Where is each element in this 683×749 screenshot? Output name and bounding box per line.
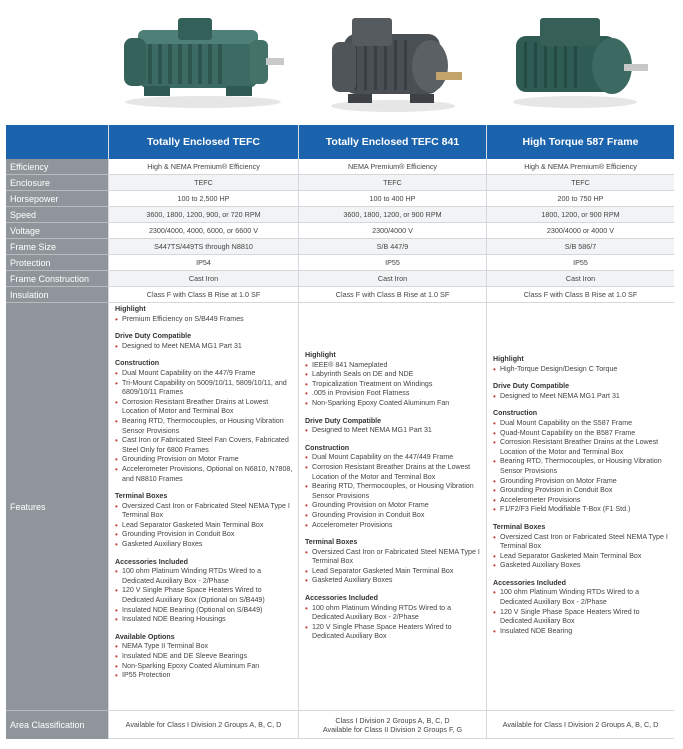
- row-label: Frame Construction: [6, 271, 108, 287]
- feature-section-title: Construction: [305, 443, 350, 452]
- feature-section-title: Highlight: [115, 305, 146, 313]
- row-label: Speed: [6, 207, 108, 223]
- feature-item: • Lead Separator Gasketed Main Terminal Box: [305, 567, 482, 577]
- feature-section-title: Available Options: [115, 632, 175, 641]
- feature-item: • IEEE® 841 Nameplated: [305, 361, 482, 371]
- feature-item: • Grounding Provision on Motor Frame: [493, 477, 670, 487]
- feature-item: • Accelerometer Provisions: [305, 521, 482, 531]
- spec-cell: S/B 586/7: [486, 239, 674, 255]
- spec-cell: 3600, 1800, 1200, or 900 RPM: [298, 207, 486, 223]
- feature-item: • 100 ohm Platinum Winding RTDs Wired to a Dedicated Auxiliary Box - 2/Phase: [305, 604, 482, 623]
- feature-item: • Corrosion Resistant Breather Drains at Lowest Location of Motor and Terminal Box: [115, 398, 294, 417]
- feature-list: [493, 392, 670, 402]
- feature-item: • Grounding Provision on Motor Frame: [115, 455, 294, 465]
- feature-item: • Quad-Mount Capability on the B587 Frame: [493, 429, 670, 439]
- area-classification-tefc-841: [298, 711, 486, 739]
- spec-cell: TEFC: [486, 175, 674, 191]
- feature-item: • Accelerometer Provisions: [493, 496, 670, 506]
- feature-list: [493, 533, 670, 571]
- features-tefc: [108, 303, 298, 711]
- feature-section-title: Terminal Boxes: [493, 522, 546, 531]
- feature-list: [115, 342, 294, 352]
- features-587: [486, 303, 674, 711]
- feature-item: • Oversized Cast Iron or Fabricated Steel NEMA Type I Terminal Box: [305, 548, 482, 567]
- feature-item: • 120 V Single Phase Space Heaters Wired to Dedicated Auxiliary Box: [305, 623, 482, 642]
- area-classification-587: [486, 711, 674, 739]
- feature-item: • Corrosion Resistant Breather Drains at the Lowest Location of the Motor and Terminal Box: [305, 463, 482, 482]
- feature-list: [115, 642, 294, 680]
- feature-item: • Accelerometer Provisions, Optional on N6810, N7808, and N8810 Frames: [115, 465, 294, 484]
- spec-cell: 2300/4000 V: [298, 223, 486, 239]
- feature-section-title: Drive Duty Compatible: [305, 416, 382, 425]
- feature-item: • NEMA Type II Terminal Box: [115, 642, 294, 652]
- feature-item: • Insulated NDE and DE Sleeve Bearings: [115, 652, 294, 662]
- feature-item: • Grounding Provision in Conduit Box: [115, 530, 294, 540]
- column-header-tefc: Totally Enclosed TEFC: [108, 125, 298, 159]
- feature-item: • High-Torque Design/Design C Torque: [493, 365, 670, 375]
- column-header-587: High Torque 587 Frame: [486, 125, 674, 159]
- area-line: Available for Class II Division 2 Groups F, G: [322, 724, 463, 734]
- spec-cell: Cast Iron: [108, 271, 298, 287]
- feature-item: • Insulated NDE Bearing (Optional on S/B449): [115, 606, 294, 616]
- spec-cell: TEFC: [298, 175, 486, 191]
- feature-section-title: Terminal Boxes: [305, 538, 358, 547]
- feature-section-title: Drive Duty Compatible: [115, 332, 192, 341]
- column-header-tefc-841: Totally Enclosed TEFC 841: [298, 125, 486, 159]
- feature-item: • Non-Sparking Epoxy Coated Aluminum Fan: [305, 399, 482, 409]
- feature-section-title: Accessories Included: [115, 557, 188, 566]
- spec-cell: 100 to 2,500 HP: [108, 191, 298, 207]
- feature-section-title: Accessories Included: [493, 578, 566, 587]
- area-classification-tefc: [108, 711, 298, 739]
- feature-list: [305, 453, 482, 530]
- row-label: Frame Size: [6, 239, 108, 255]
- feature-item: • IP55 Protection: [115, 671, 294, 681]
- motor-images: [0, 0, 683, 120]
- feature-item: • Oversized Cast Iron or Fabricated Steel NEMA Type I Terminal Box: [493, 533, 670, 552]
- feature-list: [305, 548, 482, 586]
- area-line: Available for Class I Division 2 Groups A, B, C, D: [502, 720, 659, 729]
- feature-section-title: Construction: [115, 359, 160, 368]
- spec-cell: 100 to 400 HP: [298, 191, 486, 207]
- spec-cell: High & NEMA Premium® Efficiency: [108, 159, 298, 175]
- feature-item: • Grounding Provision in Conduit Box: [493, 486, 670, 496]
- feature-item: • 100 ohm Platinum Winding RTDs Wired to a Dedicated Auxiliary Box - 2/Phase: [115, 567, 294, 586]
- feature-item: • Corrosion Resistant Breather Drains at the Lowest Location of the Motor and Terminal Box: [493, 438, 670, 457]
- spec-cell: Class F with Class B Rise at 1.0 SF: [108, 287, 298, 303]
- spec-cell: IP54: [108, 255, 298, 271]
- row-label-features: Features: [6, 303, 108, 711]
- feature-item: • .005 in Provision Foot Flatness: [305, 389, 482, 399]
- feature-item: • Non-Sparking Epoxy Coated Aluminum Fan: [115, 662, 294, 672]
- spec-cell: 2300/4000 or 4000 V: [486, 223, 674, 239]
- feature-section-title: Accessories Included: [305, 594, 378, 603]
- feature-item: • Oversized Cast Iron or Fabricated Steel NEMA Type I Terminal Box: [115, 502, 294, 521]
- feature-item: • Gasketed Auxiliary Boxes: [493, 561, 670, 571]
- feature-section-title: Highlight: [493, 355, 524, 363]
- motor-image-tefc-841: [318, 8, 468, 114]
- row-label: Voltage: [6, 223, 108, 239]
- feature-item: • Cast Iron or Fabricated Steel Fan Covers, Fabricated Steel Only for 6800 Frames: [115, 436, 294, 455]
- motor-image-tefc: [118, 10, 288, 110]
- feature-item: • Lead Separator Gasketed Main Terminal Box: [493, 552, 670, 562]
- feature-item: • Gasketed Auxiliary Boxes: [115, 540, 294, 550]
- feature-item: • Dual Mount Capability on the 447/449 Frame: [305, 453, 482, 463]
- feature-item: • Labyrinth Seals on DE and NDE: [305, 370, 482, 380]
- feature-item: • Tri-Mount Capability on 5009/10/11, 5809/10/11, and 6809/10/11 Frames: [115, 379, 294, 398]
- feature-section-title: Highlight: [305, 351, 336, 359]
- feature-list: [115, 567, 294, 625]
- features-tefc-841: [298, 303, 486, 711]
- row-label: Protection: [6, 255, 108, 271]
- feature-list: [115, 502, 294, 550]
- row-label: Efficiency: [6, 159, 108, 175]
- spec-cell: NEMA Premium® Efficiency: [298, 159, 486, 175]
- header-corner: [6, 125, 108, 159]
- spec-cell: Class F with Class B Rise at 1.0 SF: [298, 287, 486, 303]
- spec-table: [6, 125, 674, 739]
- spec-cell: High & NEMA Premium® Efficiency: [486, 159, 674, 175]
- spec-cell: S/B 447/9: [298, 239, 486, 255]
- feature-item: • Bearing RTD, Thermocouples, or Housing Vibration Sensor Provisions: [305, 482, 482, 501]
- area-line: Class I Division 2 Groups A, B, C, D: [335, 715, 450, 725]
- feature-item: • Premium Efficiency on S/B449 Frames: [115, 315, 294, 325]
- feature-list: [493, 588, 670, 636]
- feature-item: • Grounding Provision on Motor Frame: [305, 501, 482, 511]
- feature-list: [305, 361, 482, 409]
- feature-item: • Lead Separator Gasketed Main Terminal Box: [115, 521, 294, 531]
- spec-cell: Cast Iron: [486, 271, 674, 287]
- row-label: Enclosure: [6, 175, 108, 191]
- feature-list: [493, 419, 670, 515]
- feature-item: • 120 V Single Phase Space Heaters Wired to Dedicated Auxiliary Box: [493, 608, 670, 627]
- spec-cell: S447TS/449TS through N8810: [108, 239, 298, 255]
- feature-section-title: Construction: [493, 409, 538, 418]
- feature-item: • 100 ohm Platinum Winding RTDs Wired to a Dedicated Auxiliary Box - 2/Phase: [493, 588, 670, 607]
- feature-item: • Designed to Meet NEMA MG1 Part 31: [305, 426, 482, 436]
- feature-list: [305, 426, 482, 436]
- feature-list: [115, 315, 294, 325]
- feature-item: • Designed to Meet NEMA MG1 Part 31: [115, 342, 294, 352]
- spec-cell: 200 to 750 HP: [486, 191, 674, 207]
- row-label: Insulation: [6, 287, 108, 303]
- feature-section-title: Terminal Boxes: [115, 492, 168, 501]
- feature-item: • Designed to Meet NEMA MG1 Part 31: [493, 392, 670, 402]
- feature-item: • F1/F2/F3 Field Modifiable T-Box (F1 Std.): [493, 505, 670, 515]
- spec-cell: Class F with Class B Rise at 1.0 SF: [486, 287, 674, 303]
- feature-item: • Insulated NDE Bearing: [493, 627, 670, 637]
- spec-cell: Cast Iron: [298, 271, 486, 287]
- row-label: Horsepower: [6, 191, 108, 207]
- feature-item: • Bearing RTD, Thermocouples, or Housing Vibration Sensor Provisions: [115, 417, 294, 436]
- feature-item: • Gasketed Auxiliary Boxes: [305, 576, 482, 586]
- feature-item: • Dual Mount Capability on the 447/9 Frame: [115, 369, 294, 379]
- area-line: Available for Class I Division 2 Groups A, B, C, D: [125, 720, 282, 729]
- spec-cell: IP55: [298, 255, 486, 271]
- feature-item: • 120 V Single Phase Space Heaters Wired to Dedicated Auxiliary Box (Optional on S/B449): [115, 586, 294, 605]
- motor-image-587: [500, 12, 650, 112]
- spec-cell: 1800, 1200, or 900 RPM: [486, 207, 674, 223]
- spec-cell: 2300/4000, 4000, 6000, or 6600 V: [108, 223, 298, 239]
- feature-item: • Tropicalization Treatment on Windings: [305, 380, 482, 390]
- spec-cell: TEFC: [108, 175, 298, 191]
- feature-item: • Dual Mount Capability on the S587 Frame: [493, 419, 670, 429]
- feature-list: [115, 369, 294, 484]
- spec-cell: IP55: [486, 255, 674, 271]
- feature-item: • Insulated NDE Bearing Housings: [115, 615, 294, 625]
- feature-list: [305, 604, 482, 642]
- feature-item: • Bearing RTD, Thermocouples, or Housing Vibration Sensor Provisions: [493, 457, 670, 476]
- feature-section-title: Drive Duty Compatible: [493, 382, 570, 391]
- feature-item: • Grounding Provision in Conduit Box: [305, 511, 482, 521]
- row-label-area-classification: Area Classification: [6, 711, 108, 739]
- spec-cell: 3600, 1800, 1200, 900, or 720 RPM: [108, 207, 298, 223]
- feature-list: [493, 365, 670, 375]
